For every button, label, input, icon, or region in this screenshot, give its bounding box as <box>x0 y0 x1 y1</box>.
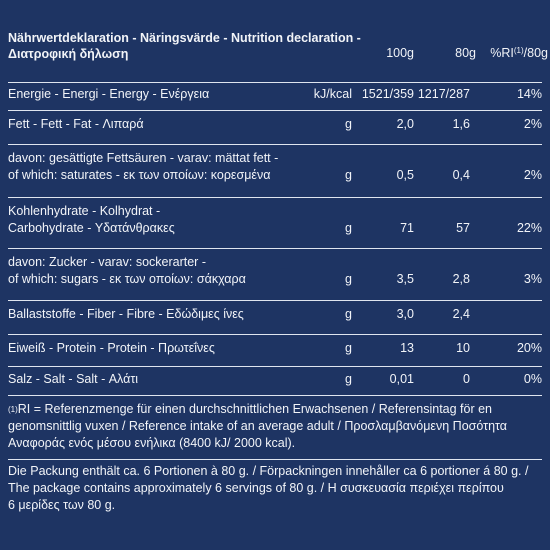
divider <box>8 197 542 198</box>
divider <box>8 248 542 249</box>
column-100g: 100g <box>386 46 414 60</box>
row-value-80g: 0 <box>463 372 470 386</box>
row-value-80g: 1217/287 <box>417 87 470 101</box>
table-row <box>8 306 542 326</box>
table-row <box>8 116 542 136</box>
divider <box>8 110 542 111</box>
row-label: davon: Zucker - varav: sockerarter - of which: sugars - εκ των οποίων: σάκχαρα <box>8 255 246 286</box>
row-value-ri: 20% <box>516 341 542 355</box>
row-value-100g: 3,0 <box>396 307 414 321</box>
row-value-100g: 3,5 <box>396 272 414 286</box>
row-label: Fett - Fett - Fat - Λιπαρά <box>8 117 144 131</box>
divider <box>8 300 542 301</box>
row-value-100g: 2,0 <box>396 117 414 131</box>
row-unit: g <box>345 221 352 235</box>
row-value-ri: 2% <box>523 117 542 131</box>
footnote: $^{(1)}$RI = Referenzmenge für einen durchschnittlichen Erwachsenen / Referensintag för en genomsnittlig vuxen / Reference intake of an average adult / Προσλαμβανόμενη Ποσότητα Αναφοράς ενός μέσου ενήλικα (8400 kJ/ 2000 kcal). <box>8 402 508 450</box>
row-unit: kJ/kcal <box>313 87 352 101</box>
table-row <box>8 203 542 243</box>
divider <box>8 334 542 335</box>
row-label: davon: gesättigte Fettsäuren - varav: mättat fett - of which: saturates - εκ των οποίων: κορεσμένα <box>8 151 279 182</box>
row-value-100g: 13 <box>400 341 414 355</box>
title-line-1: Nährwertdeklaration - Näringsvärde - Nutrition declaration - <box>8 31 361 45</box>
divider <box>8 82 542 83</box>
row-value-80g: 0,4 <box>452 168 470 182</box>
row-value-80g: 57 <box>456 221 470 235</box>
row-value-ri: 3% <box>523 272 542 286</box>
table-row <box>8 150 542 190</box>
row-value-100g: 0,5 <box>396 168 414 182</box>
row-value-100g: 1521/359 <box>361 87 414 101</box>
title-line-2: Διατροφική δήλωση <box>8 47 129 61</box>
table-row <box>8 340 542 360</box>
divider <box>8 459 542 460</box>
row-unit: g <box>345 168 352 182</box>
row-value-80g: 10 <box>456 341 470 355</box>
divider <box>8 144 542 145</box>
row-value-ri: 0% <box>523 372 542 386</box>
table-row <box>8 86 542 106</box>
column-ri: %RI$^{(1)}$/80g <box>490 46 548 60</box>
divider <box>8 395 542 396</box>
row-unit: g <box>345 341 352 355</box>
row-value-ri: 14% <box>516 87 542 101</box>
row-unit: g <box>345 117 352 131</box>
package-info: Die Packung enthält ca. 6 Portionen à 80 g. / Förpackningen innehåller ca 6 portioner á 80 g. / The package contains approximately 6 servings of 80 g. / Η συσκευασία περιέχει περίπου 6 μερίδες των 80 g. <box>8 464 529 512</box>
row-value-ri: 2% <box>523 168 542 182</box>
row-value-100g: 71 <box>400 221 414 235</box>
divider <box>8 366 542 367</box>
row-value-80g: 2,8 <box>452 272 470 286</box>
row-value-100g: 0,01 <box>389 372 414 386</box>
table-row <box>8 371 542 391</box>
row-label: Salz - Salt - Salt - Αλάτι <box>8 372 139 386</box>
row-value-ri: 22% <box>516 221 542 235</box>
table-header <box>8 30 548 62</box>
row-value-80g: 2,4 <box>452 307 470 321</box>
table-row <box>8 254 542 294</box>
row-label: Energie - Energi - Energy - Ενέργεια <box>8 87 210 101</box>
row-label: Eiweiß - Protein - Protein - Πρωτεΐνες <box>8 341 215 355</box>
row-unit: g <box>345 272 352 286</box>
row-unit: g <box>345 307 352 321</box>
row-label: Kohlenhydrate - Kolhydrat - Carbohydrate - Υδατάνθρακες <box>8 204 175 235</box>
row-label: Ballaststoffe - Fiber - Fibre - Εδώδιμες ίνες <box>8 307 244 321</box>
row-value-80g: 1,6 <box>452 117 470 131</box>
row-unit: g <box>345 372 352 386</box>
column-80g: 80g <box>455 46 476 60</box>
